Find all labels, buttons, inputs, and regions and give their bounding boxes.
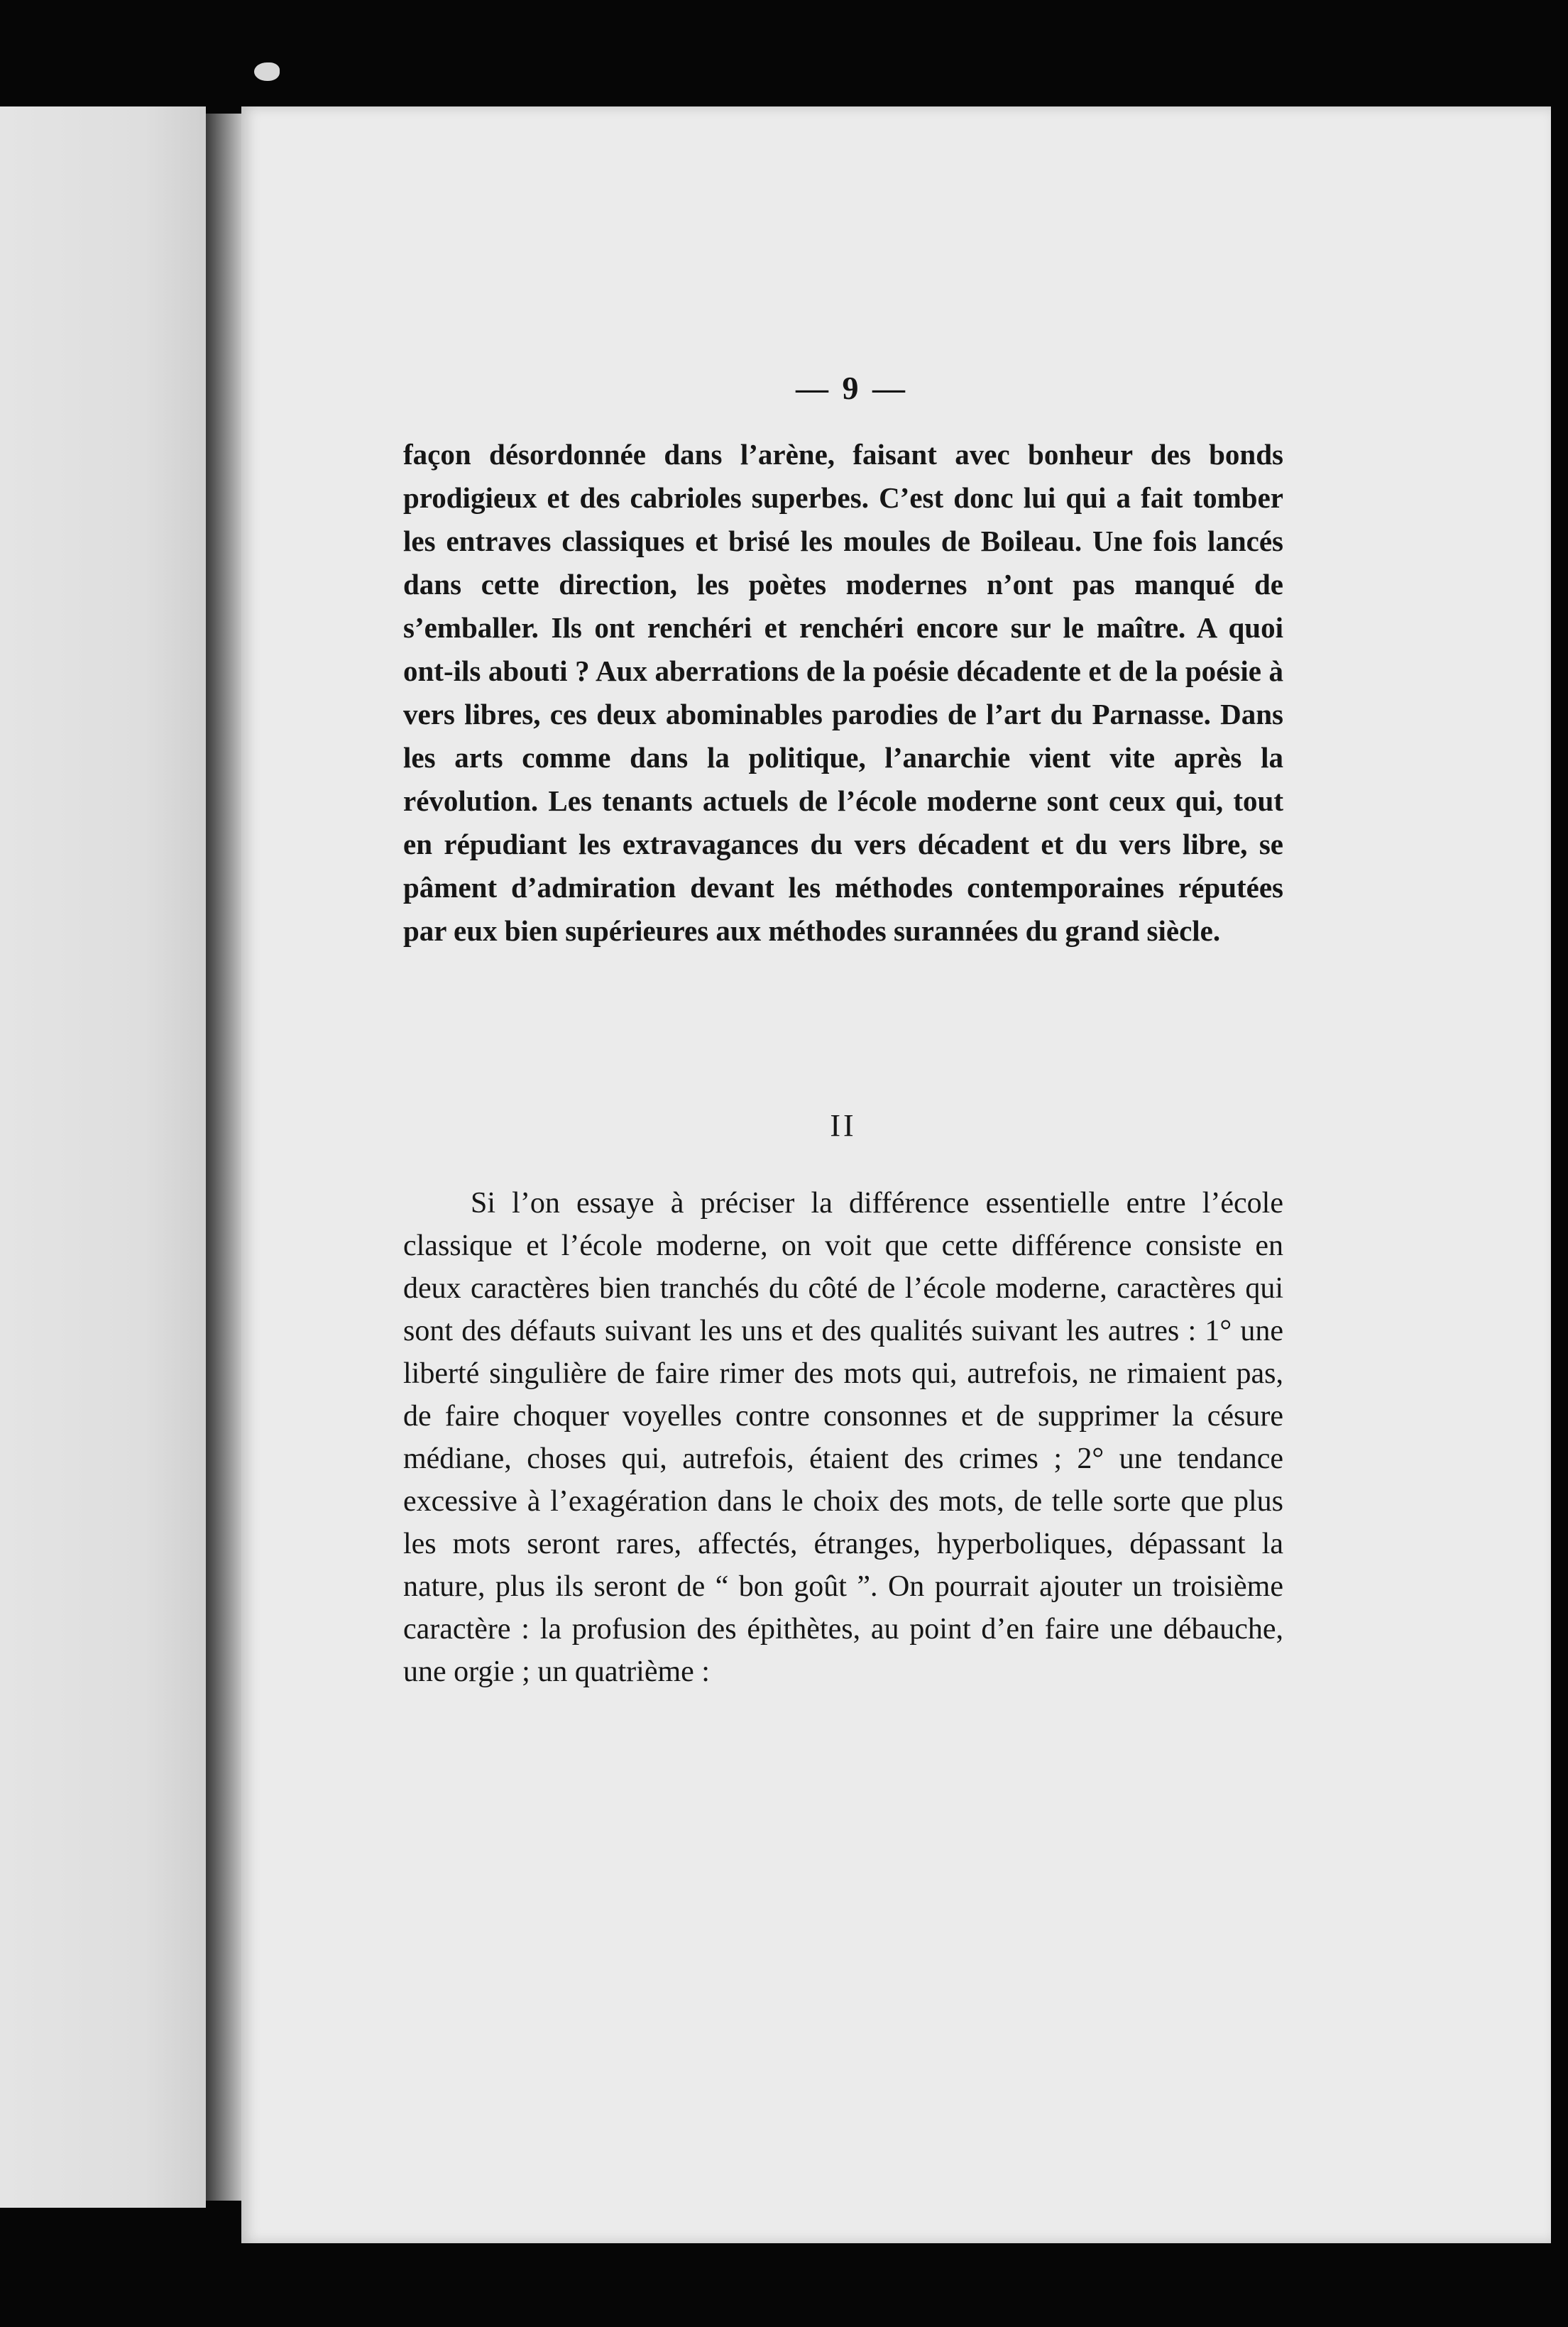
paragraph-continuation: façon désordonnée dans l’arène, faisant avec bonheur des bonds prodigieux et des cabrioles superbes. C’est donc lui qui a fait tomber les entraves classiques et brisé les moules de Boileau. Une fois lancés dans cette direction, les poètes modernes n’ont pas manqué de s’emballer. Ils ont renchéri et renchéri encore sur le maître. A quoi ont-ils abouti ? Aux aberrations de la poésie décadente et de la poésie à vers libres, ces deux abominables parodies de l’art du Parnasse. Dans les arts comme dans la politique, l’anarchie vient vite après la révolution. Les tenants actuels de l’école moderne sont ceux qui, tout en répudiant les extravagances du vers décadent et du vers libre, se pâment d’admiration devant les méthodes contemporaines réputées par eux bien supérieures aux méthodes surannées du grand siècle. xyxy=(403,438,1283,947)
page-sheet xyxy=(241,106,1551,2243)
section-heading: II xyxy=(830,1108,857,1143)
paragraph-section-ii: Si l’on essaye à préciser la différence essentielle entre l’école classique et l’école moderne, on voit que cette différence consiste en deux caractères bien tranchés du côté de l’école moderne, caractères qui sont des défauts suivant les uns et des qualités suivant les autres : 1° une liberté singulière de faire rimer des mots qui, autrefois, ne rimaient pas, de faire choquer voyelles contre consonnes et de supprimer la césure médiane, choses qui, autrefois, étaient des crimes ; 2° une tendance excessive à l’exagération dans le choix des mots, de telle sorte que plus les mots seront rares, affectés, étranges, hyperboliques, dépassant la nature, plus ils seront de “ bon goût ”. On pourrait ajouter un troisième caractère : la profusion des épithètes, au point d’en faire une débauche, une orgie ; un quatrième : xyxy=(403,1187,1283,1688)
scan-artifact xyxy=(254,62,280,81)
page-number: — 9 — xyxy=(796,370,908,406)
facing-page-edge xyxy=(0,106,206,2208)
